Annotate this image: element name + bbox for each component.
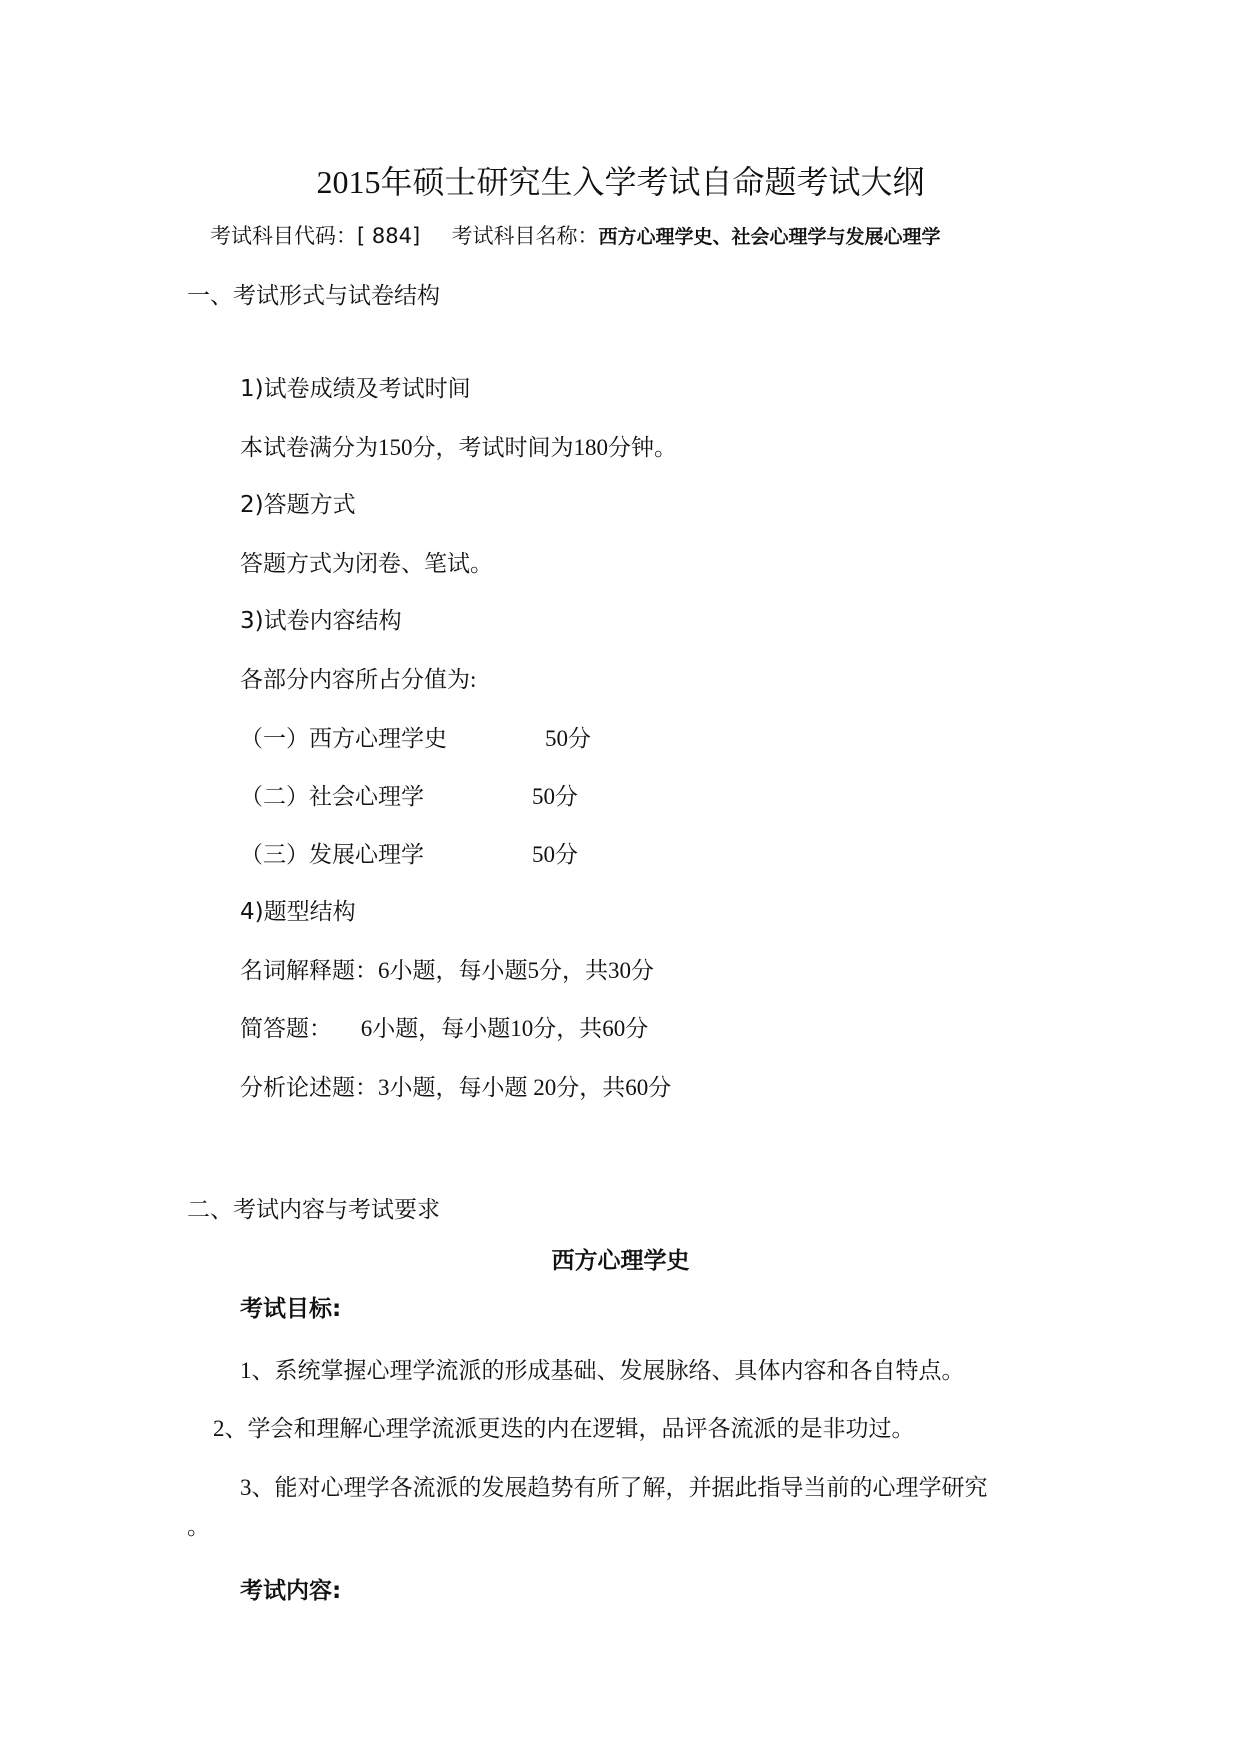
subject-name-label: 考试科目名称： (451, 224, 599, 248)
item2-title: 2)答题方式 (240, 492, 356, 518)
question-type-line: 分析论述题：3小题，每小题 20分，共60分 (240, 1075, 672, 1100)
goal-item: 2、学会和理解心理学流派更迭的内在逻辑，品评各流派的是非功过。 (213, 1416, 915, 1441)
item4-title: 4)题型结构 (240, 899, 356, 925)
part-score: 50分 (532, 842, 578, 867)
item2-text: 答题方式为闭卷、笔试。 (240, 551, 493, 576)
part-row (240, 727, 447, 750)
section2-heading: 二、考试内容与考试要求 (187, 1197, 440, 1223)
subject-info (210, 226, 941, 247)
section1-heading: 一、考试形式与试卷结构 (187, 283, 440, 309)
question-type-line: 名词解释题：6小题，每小题5分，共30分 (240, 958, 654, 983)
goal-item-tail: 。 (187, 1514, 210, 1539)
item3-text: 各部分内容所占分值为: (240, 667, 477, 692)
item1-title: 1)试卷成绩及考试时间 (240, 376, 471, 402)
content-label: 考试内容: (240, 1578, 342, 1604)
subject-heading: 西方心理学史 (551, 1248, 690, 1274)
part-label: （一）西方心理学史 (240, 726, 447, 751)
part-label: （二）社会心理学 (240, 784, 424, 809)
part-score: 50分 (532, 784, 578, 809)
item3-title: 3)试卷内容结构 (240, 608, 402, 634)
part-row (240, 843, 424, 866)
subject-name: 西方心理学史、社会心理学与发展心理学 (598, 226, 941, 248)
page-title: 2015年硕士研究生入学考试自命题考试大纲 (316, 164, 925, 200)
goal-item: 3、能对心理学各流派的发展趋势有所了解，并据此指导当前的心理学研究 (240, 1475, 988, 1500)
goal-label: 考试目标: (240, 1296, 342, 1322)
part-score: 50分 (545, 726, 591, 751)
part-row (240, 785, 424, 808)
item1-text: 本试卷满分为150分，考试时间为180分钟。 (240, 435, 677, 460)
part-label: （三）发展心理学 (240, 842, 424, 867)
question-type-line: 简答题： 6小题，每小题10分，共60分 (240, 1016, 649, 1041)
goal-item: 1、系统掌握心理学流派的形成基础、发展脉络、具体内容和各自特点。 (240, 1358, 965, 1383)
subject-code: 考试科目代码：[ 884] (210, 224, 421, 248)
